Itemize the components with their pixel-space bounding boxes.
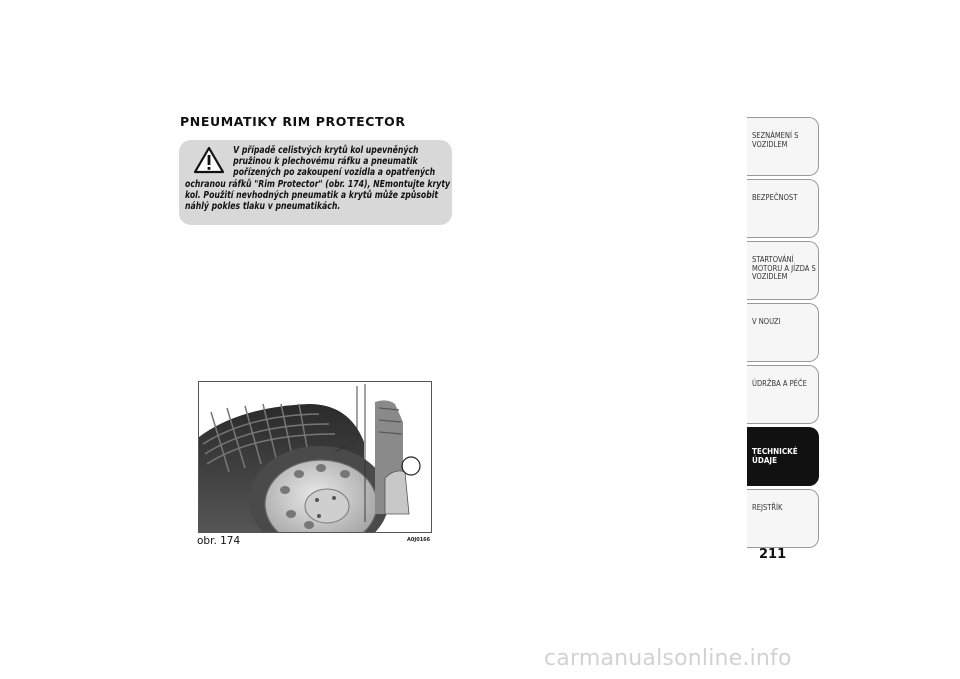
tab-udrzba[interactable]: [747, 365, 819, 424]
tire-illustration: [198, 381, 432, 533]
tire-rim-protector-image: [199, 382, 431, 532]
tab-label: BEZPEČNOST: [752, 193, 798, 202]
tab-label: V NOUZI: [752, 317, 781, 326]
tab-label: SEZNÁMENÍ S VOZIDLEM: [752, 131, 799, 149]
figure-caption: obr. 174: [197, 535, 241, 547]
tab-v-nouzi[interactable]: [747, 303, 819, 362]
chapter-tabs: [747, 117, 819, 551]
tab-label: REJSTŘÍK: [752, 503, 783, 512]
section-heading: PNEUMATIKY RIM PROTECTOR: [180, 114, 406, 129]
watermark[interactable]: carmanualsonline.info: [544, 646, 792, 671]
warning-text: V případě celistvých krytů kol upevněných pružinou k plechovému ráfku a pneumatik pořízených po zakoupení vozidla a opatřených ochranou ráfků "Rim Protector" (obr. 174), NEmontujte kryty kol. Použití nevhodných pneumatik a krytů může způsobit náhlý pokles tlaku v pneumatikách.: [185, 145, 451, 213]
warning-box: [179, 140, 452, 225]
tab-rejstrik[interactable]: [747, 489, 819, 548]
figure-code: A0J0166: [407, 537, 431, 543]
tab-startovani[interactable]: [747, 241, 819, 300]
tab-bezpecnost[interactable]: [747, 179, 819, 238]
tab-technicke-udaje[interactable]: [747, 427, 819, 486]
tab-label: TECHNICKÉ ÚDAJE: [752, 447, 798, 465]
tab-label: ÚDRŽBA A PÉČE: [752, 379, 807, 388]
tab-seznameni[interactable]: [747, 117, 819, 176]
page-number: 211: [759, 547, 787, 562]
tab-label: STARTOVÁNÍ MOTORU A JÍZDA S VOZIDLEM: [752, 255, 816, 282]
